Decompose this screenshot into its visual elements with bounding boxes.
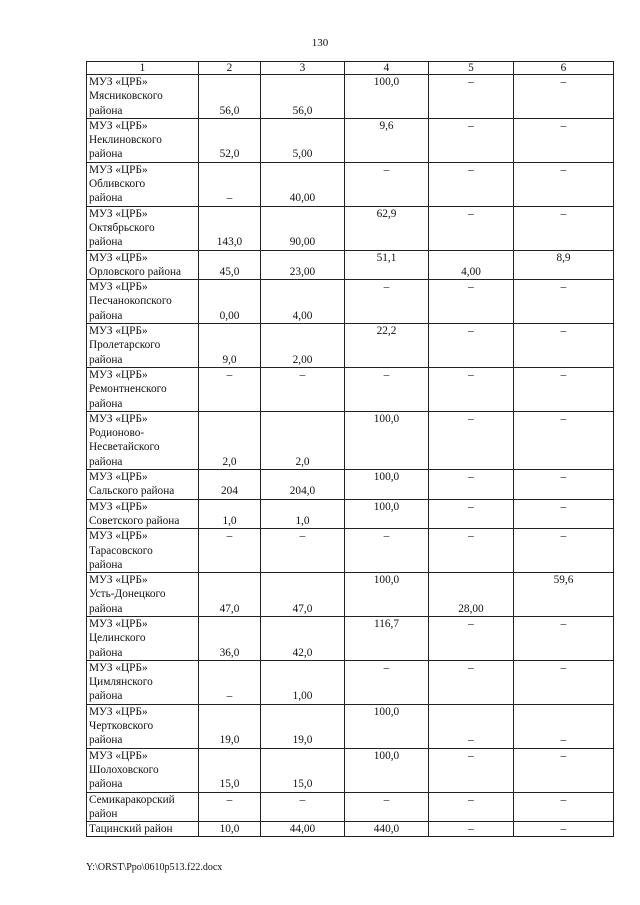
institution-name-cell: МУЗ «ЦРБ» Обливского района — [87, 162, 199, 206]
cell-value: – — [560, 412, 567, 425]
value-cell-col-4 — [345, 616, 429, 660]
value-cell-col-5 — [429, 616, 514, 660]
value-cell-col-2 — [199, 75, 261, 119]
column-header: 6 — [514, 62, 614, 75]
cell-value: – — [468, 76, 474, 88]
cell-value: 23,00 — [289, 265, 316, 278]
value-cell-col-5 — [429, 411, 514, 469]
cell-value: – — [383, 281, 390, 294]
value-cell-col-3 — [261, 75, 345, 119]
table-row — [87, 75, 614, 119]
table-row — [87, 704, 614, 748]
cell-value: 19,0 — [219, 734, 240, 747]
cell-value: – — [560, 530, 567, 543]
institution-name-cell: Тацинский район — [87, 822, 199, 837]
value-cell-col-6 — [514, 411, 614, 469]
value-cell-col-3 — [261, 206, 345, 250]
cell-value: 100,0 — [373, 412, 400, 425]
cell-value-bottom: – — [468, 734, 474, 747]
table-row — [87, 616, 614, 660]
cell-value-bottom: – — [560, 734, 567, 747]
cell-value: 47,0 — [219, 602, 240, 615]
cell-value: – — [468, 325, 474, 338]
institution-name-cell: МУЗ «ЦРБ» Пролетарского района — [87, 324, 199, 368]
value-cell-col-4 — [345, 324, 429, 368]
value-cell-col-6 — [514, 573, 614, 617]
value-cell-col-3 — [261, 573, 345, 617]
cell-value: 19,0 — [292, 734, 313, 747]
institution-name-cell: МУЗ «ЦРБ» Мясниковского района — [87, 75, 199, 119]
cell-value: 62,9 — [376, 207, 397, 220]
cell-value: – — [560, 76, 567, 88]
value-cell-col-6 — [514, 250, 614, 280]
column-header: 5 — [429, 62, 514, 75]
cell-value: 52,0 — [219, 148, 240, 161]
value-cell-col-5 — [429, 704, 514, 748]
value-cell-col-2 — [199, 470, 261, 500]
cell-value: – — [560, 281, 567, 294]
table-row — [87, 206, 614, 250]
cell-value: 100,0 — [373, 574, 400, 587]
cell-value: – — [468, 661, 474, 674]
cell-value: – — [560, 163, 567, 176]
institution-name-cell: МУЗ «ЦРБ» Чертковского района — [87, 704, 199, 748]
table-row — [87, 280, 614, 324]
value-cell-col-6 — [514, 367, 614, 411]
table-row — [87, 162, 614, 206]
value-cell-col-6 — [514, 75, 614, 119]
cell-value: 10,0 — [219, 823, 240, 836]
cell-value: 1,0 — [295, 514, 310, 527]
cell-value: 47,0 — [292, 602, 313, 615]
cell-value: – — [468, 207, 474, 220]
table-row — [87, 792, 614, 822]
value-cell-col-2 — [199, 324, 261, 368]
value-cell-col-6 — [514, 206, 614, 250]
cell-value: 440,0 — [373, 823, 400, 836]
value-cell-col-2 — [199, 822, 261, 837]
institution-name-cell: МУЗ «ЦРБ» Ремонтненского района — [87, 367, 199, 411]
value-cell-col-5 — [429, 280, 514, 324]
cell-value: 1,00 — [292, 690, 313, 703]
table-row — [87, 250, 614, 280]
cell-value: 0,00 — [219, 309, 240, 322]
value-cell-col-4 — [345, 118, 429, 162]
cell-value: – — [560, 661, 567, 674]
cell-value: – — [468, 119, 474, 132]
value-cell-col-3 — [261, 704, 345, 748]
cell-value: – — [226, 368, 233, 381]
value-cell-col-2 — [199, 529, 261, 573]
institution-name-cell: МУЗ «ЦРБ» Октябрьского района — [87, 206, 199, 250]
cell-value: 5,00 — [292, 148, 313, 161]
value-cell-col-5 — [429, 250, 514, 280]
value-cell-col-4 — [345, 75, 429, 119]
column-header: 2 — [199, 62, 261, 75]
value-cell-col-2 — [199, 250, 261, 280]
cell-value: 2,00 — [292, 353, 313, 366]
institution-name-cell: МУЗ «ЦРБ» Песчанокопского района — [87, 280, 199, 324]
value-cell-col-5 — [429, 792, 514, 822]
value-cell-col-5 — [429, 75, 514, 119]
value-cell-col-4 — [345, 822, 429, 837]
cell-value: – — [299, 530, 306, 543]
value-cell-col-2 — [199, 118, 261, 162]
cell-value: – — [299, 368, 306, 381]
cell-value: 2,0 — [222, 455, 237, 468]
value-cell-col-2 — [199, 792, 261, 822]
value-cell-col-6 — [514, 162, 614, 206]
value-cell-col-3 — [261, 411, 345, 469]
cell-value: – — [383, 368, 390, 381]
data-table — [86, 61, 614, 837]
cell-value: 100,0 — [373, 76, 400, 88]
cell-value: – — [383, 163, 390, 176]
value-cell-col-6 — [514, 616, 614, 660]
table-body — [87, 75, 614, 837]
cell-value: 100,0 — [373, 500, 400, 513]
value-cell-col-5 — [429, 206, 514, 250]
cell-value: 116,7 — [374, 617, 399, 630]
cell-value: – — [468, 281, 474, 294]
value-cell-col-4 — [345, 573, 429, 617]
value-cell-col-6 — [514, 470, 614, 500]
value-cell-col-2 — [199, 206, 261, 250]
value-cell-col-6 — [514, 118, 614, 162]
value-cell-col-3 — [261, 118, 345, 162]
cell-value: – — [468, 500, 474, 513]
cell-value: 45,0 — [219, 265, 240, 278]
value-cell-col-3 — [261, 748, 345, 792]
value-cell-col-6 — [514, 660, 614, 704]
table-row — [87, 324, 614, 368]
value-cell-col-4 — [345, 792, 429, 822]
cell-value: – — [226, 192, 233, 205]
cell-value: – — [560, 793, 567, 806]
cell-value: 51,1 — [376, 251, 397, 264]
cell-value: – — [560, 500, 567, 513]
value-cell-col-5 — [429, 573, 514, 617]
cell-value: 100,0 — [373, 749, 400, 762]
value-cell-col-4 — [345, 250, 429, 280]
column-header: 1 — [87, 62, 199, 75]
value-cell-col-4 — [345, 748, 429, 792]
value-cell-col-2 — [199, 280, 261, 324]
value-cell-col-6 — [514, 748, 614, 792]
value-cell-col-5 — [429, 660, 514, 704]
cell-value: – — [560, 368, 567, 381]
cell-value: – — [468, 163, 474, 176]
institution-name-cell: МУЗ «ЦРБ» Родионово- Несветайского района — [87, 411, 199, 469]
cell-value: – — [383, 661, 390, 674]
value-cell-col-5 — [429, 367, 514, 411]
value-cell-col-3 — [261, 280, 345, 324]
value-cell-col-6 — [514, 792, 614, 822]
cell-value: – — [226, 530, 233, 543]
cell-value: 56,0 — [292, 104, 313, 117]
value-cell-col-4 — [345, 660, 429, 704]
cell-value: 59,6 — [553, 574, 574, 587]
table-row — [87, 748, 614, 792]
value-cell-col-2 — [199, 162, 261, 206]
cell-value — [516, 705, 611, 719]
table-row — [87, 411, 614, 469]
institution-name-cell: МУЗ «ЦРБ» Неклиновского района — [87, 118, 199, 162]
cell-value: 36,0 — [219, 646, 240, 659]
cell-value — [431, 705, 511, 719]
table-row — [87, 529, 614, 573]
cell-value: 40,00 — [289, 192, 316, 205]
cell-value: 56,0 — [219, 104, 240, 117]
cell-value: 204 — [221, 485, 238, 498]
table-row — [87, 118, 614, 162]
value-cell-col-5 — [429, 529, 514, 573]
table-row — [87, 660, 614, 704]
cell-value: 44,00 — [289, 823, 316, 836]
cell-value — [431, 573, 511, 587]
cell-value: 90,00 — [289, 236, 316, 249]
cell-value: 4,00 — [292, 309, 313, 322]
value-cell-col-3 — [261, 367, 345, 411]
value-cell-col-6 — [514, 280, 614, 324]
cell-value: – — [560, 823, 567, 836]
value-cell-col-3 — [261, 792, 345, 822]
cell-value: 22,2 — [376, 325, 397, 338]
cell-value: 42,0 — [292, 646, 313, 659]
value-cell-col-3 — [261, 660, 345, 704]
cell-value: – — [299, 793, 306, 806]
cell-value: – — [226, 793, 233, 806]
cell-value-bottom: 28,00 — [458, 602, 484, 615]
cell-value: – — [560, 749, 567, 762]
value-cell-col-4 — [345, 411, 429, 469]
institution-name-cell: МУЗ «ЦРБ» Сальского района — [87, 470, 199, 500]
cell-value: – — [560, 207, 567, 220]
cell-value: 15,0 — [219, 778, 240, 791]
value-cell-col-3 — [261, 250, 345, 280]
file-path-footer: Y:\ORST\Ppo\0610p513.f22.docx — [86, 862, 223, 873]
column-header: 3 — [261, 62, 345, 75]
cell-value: – — [226, 690, 233, 703]
table-row — [87, 499, 614, 529]
value-cell-col-4 — [345, 162, 429, 206]
cell-value: – — [468, 793, 474, 806]
value-cell-col-2 — [199, 411, 261, 469]
cell-value: – — [560, 119, 567, 132]
value-cell-col-4 — [345, 367, 429, 411]
value-cell-col-2 — [199, 660, 261, 704]
page-number: 130 — [311, 37, 329, 49]
value-cell-col-2 — [199, 573, 261, 617]
value-cell-col-2 — [199, 616, 261, 660]
table-header-row — [87, 62, 614, 75]
value-cell-col-4 — [345, 280, 429, 324]
institution-name-cell: МУЗ «ЦРБ» Усть-Донецкого района — [87, 573, 199, 617]
value-cell-col-3 — [261, 162, 345, 206]
value-cell-col-4 — [345, 704, 429, 748]
cell-value: – — [560, 325, 567, 338]
cell-value — [431, 251, 511, 265]
cell-value: – — [560, 617, 567, 630]
cell-value: 143,0 — [216, 236, 243, 249]
cell-value: – — [468, 823, 474, 836]
cell-value: 9,6 — [379, 119, 394, 132]
institution-name-cell: МУЗ «ЦРБ» Орловского района — [87, 250, 199, 280]
cell-value: 15,0 — [292, 778, 313, 791]
column-header: 4 — [345, 62, 429, 75]
cell-value: 2,0 — [295, 455, 310, 468]
value-cell-col-4 — [345, 529, 429, 573]
value-cell-col-6 — [514, 704, 614, 748]
cell-value: 204,0 — [289, 485, 316, 498]
institution-name-cell: Семикаракорский район — [87, 792, 199, 822]
value-cell-col-6 — [514, 324, 614, 368]
value-cell-col-2 — [199, 499, 261, 529]
cell-value: 100,0 — [373, 471, 400, 484]
cell-value: – — [468, 530, 474, 543]
cell-value: 9,0 — [222, 353, 237, 366]
cell-value: – — [468, 471, 474, 484]
value-cell-col-5 — [429, 748, 514, 792]
value-cell-col-5 — [429, 470, 514, 500]
cell-value: – — [560, 471, 567, 484]
value-cell-col-4 — [345, 206, 429, 250]
cell-value: – — [468, 368, 474, 381]
value-cell-col-3 — [261, 822, 345, 837]
cell-value: 1,0 — [222, 514, 237, 527]
cell-value: – — [383, 793, 390, 806]
institution-name-cell: МУЗ «ЦРБ» Тарасовского района — [87, 529, 199, 573]
value-cell-col-6 — [514, 499, 614, 529]
institution-name-cell: МУЗ «ЦРБ» Целинского района — [87, 616, 199, 660]
value-cell-col-2 — [199, 748, 261, 792]
value-cell-col-5 — [429, 499, 514, 529]
value-cell-col-5 — [429, 324, 514, 368]
institution-name-cell: МУЗ «ЦРБ» Шолоховского района — [87, 748, 199, 792]
value-cell-col-3 — [261, 324, 345, 368]
value-cell-col-6 — [514, 822, 614, 837]
value-cell-col-5 — [429, 162, 514, 206]
value-cell-col-3 — [261, 616, 345, 660]
value-cell-col-3 — [261, 499, 345, 529]
cell-value: – — [383, 530, 390, 543]
institution-name-cell: МУЗ «ЦРБ» Советского района — [87, 499, 199, 529]
value-cell-col-3 — [261, 529, 345, 573]
cell-value: – — [468, 617, 474, 630]
value-cell-col-5 — [429, 118, 514, 162]
table-row — [87, 573, 614, 617]
cell-value: 8,9 — [556, 251, 571, 264]
cell-value: – — [468, 749, 474, 762]
value-cell-col-4 — [345, 499, 429, 529]
table-row — [87, 822, 614, 837]
value-cell-col-2 — [199, 704, 261, 748]
cell-value: – — [468, 412, 474, 425]
cell-value: 100,0 — [373, 705, 400, 718]
value-cell-col-6 — [514, 529, 614, 573]
value-cell-col-2 — [199, 367, 261, 411]
value-cell-col-4 — [345, 470, 429, 500]
table-row — [87, 367, 614, 411]
cell-value-bottom: 4,00 — [461, 265, 481, 278]
value-cell-col-3 — [261, 470, 345, 500]
table-row — [87, 470, 614, 500]
institution-name-cell: МУЗ «ЦРБ» Цимлянского района — [87, 660, 199, 704]
value-cell-col-5 — [429, 822, 514, 837]
